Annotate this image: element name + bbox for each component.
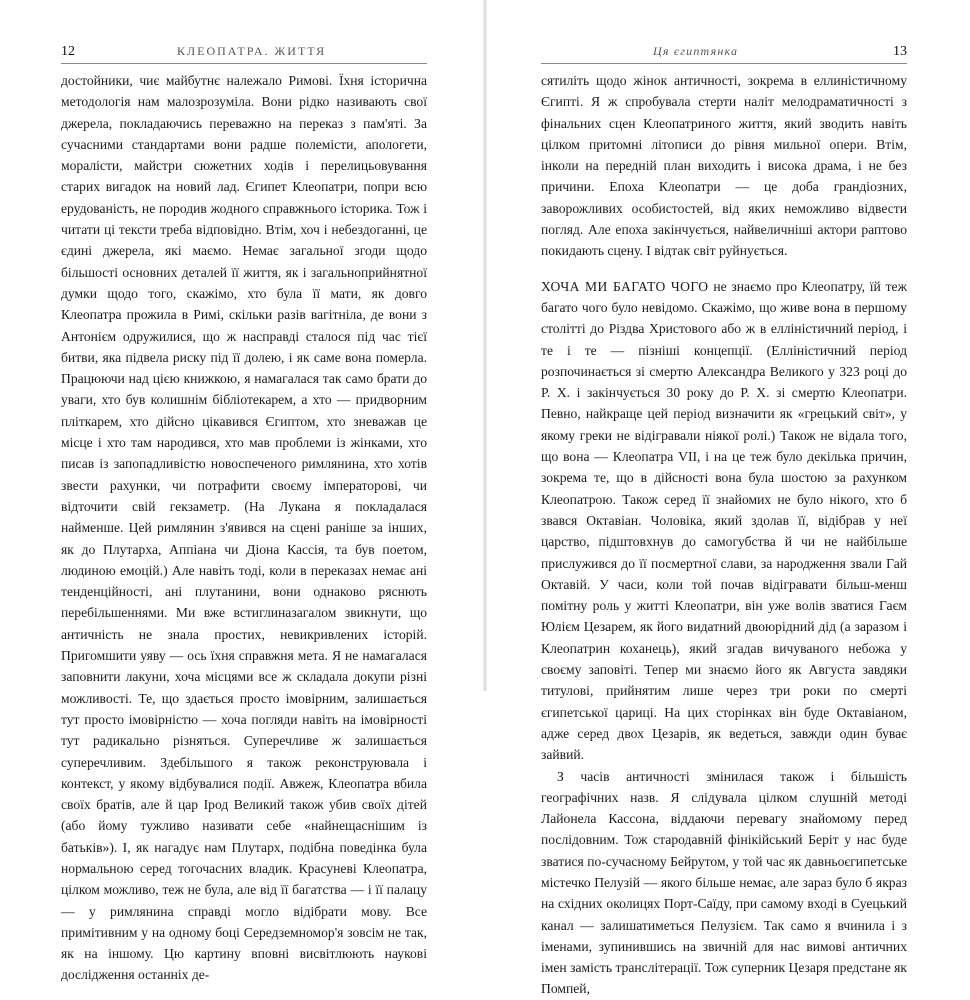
body-text (541, 70, 907, 1000)
header-rule (541, 63, 907, 64)
paragraph: сятиліть щодо жінок античності, зокрема в еллиністичному Єгипті. Я ж спробувала стерти наліт мелодраматичності з фінальних сцен Клеопатриного життя, який зводить навіть цілком притомні літописи до рівня мильної опери. Втім, інколи на передній план виходить і висока драма, і не без причини. Епоха Клеопатри — це доба грандіозних, заворожливих особистостей, від яких неможливо відвести погляд. Але епоха закінчується, найвеличніші актори раптово покидають сцену. І відтак світ руйнується. (541, 73, 907, 259)
lead-in-caps: ХОЧА МИ БАГАТО ЧОГО (541, 278, 709, 294)
page-number: 12 (61, 44, 75, 59)
header-rule (61, 63, 427, 64)
left-page-header (61, 44, 427, 60)
right-page (485, 0, 970, 997)
left-page (0, 0, 485, 983)
right-page-header (541, 44, 907, 60)
page-number: 13 (893, 44, 907, 59)
running-head: КЛЕОПАТРА. ЖИТТЯ (177, 44, 327, 58)
paragraph: З часів античності змінилася також і більшість географічних назв. Я слідувала цілком слушній методі Лайонела Кассона, віддаючи перевагу знайомому перед послідовним. Тож стародавній фінікійський Берiт у нас буде зватися по-сучасному Бейрутом, у той час як давньоєгипетське містечко Пелузій — якого більше немає, але зараз було б якраз на східних околицях Порт-Саїду, при самому вході в Суецький канал — залишатиметься Пелузієм. Так само я вчинила і з іменами, зупинившись на звичній для нас вимові античних імен замість транслітерації. Тож суперник Цезаря предстане як Помпей, (541, 768, 907, 997)
lead-in-rest: не знаємо про Клеопатру, їй теж багато (541, 278, 907, 315)
paragraph: достойники, чиє майбутнє належало Римові. Їхня історична методологія нам малозрозуміла. Вони рідко називають свої джерела, покладаючись переважно на переказ з пам'яті. За сучасними стандартами вони радше полемісти, апологети, моралісти, майстри сюжетних ходів і перелицьовування старих вигадок на новий лад. Єгипет Клеопатри, попри всю ерудованість, не породив жодного справжнього історика. Тож і читати ці тексти треба відповідно. Втім, хоч і небездоганні, це єдині джерела, які маємо. Немає загальної згоди щодо більшості основних деталей її життя, як і загальноприйнятної думки щодо того, скажімо, хто була її мати, як довго Клеопатра прожила в Римі, скільки разів вагітніла, де вони з Антонієм одружилися, що ж насправді сталося під час тієї битви, яка підвела риску під її долею, і як саме вона померла. Працюючи над цією книжкою, я намагалася так само брати до уваги, хто був колишнім бібліотекарем, а хто — придворним пліткарем, хто дійсно цікавився Єгиптом, хто зневажав це місце і хто там народився, хто мав проблеми із жінками, хто писав із запопадливістю новоспеченого римлянина, хто хотів звести рахунки, чи потрафити своєму імператорові, чи відточити свій гекзаметр. (На Лукана я покладалася найменше. Цей римлянин з'явився на сцені раніше за інших, як до Плутарха, Аппіана чи Діона Кассія, та був поетом, людиною емоцій.) Але навіть тоді, коли в переказах немає ані тенденційності, ані плутанини, вони однаково ряснють перебільшеннями. Ми вже встиглиназагалом звикнути, що античність не знала простих, невикривлених історій. Пригомшити уяву — ось їхня справжня мета. Я не намагалася заповнити лакуни, хоча місцями все ж складала докупи різні можливості. Те, що здається просто імовірним, залишається тут просто імовірністю — хоча погляди навіть на імовірності тут радикально різняться. Суперечливе ж залишається суперечливим. Здебільшого я також реконструювала і контекст, у якому відбувалися події. Авжеж, Клеопатра вбила своїх братів, але й цар Ірод Великий також убив своїх дітей (або йому тужливо називати себе «найнещаснішим із батьків»). І, як нагадує нам Плутарх, подібна поведінка була нормальною серед тогочасних владик. Красуневі Клеопатра, цілком можливо, теж не була, але від її багатства — і її палацу — у римлянина справді могло відібрати мову. Все примітивним у на одному боці Середземномор'я зовсім не так, як на іншому. Цю картину вповні висвітлюють наукові дослідження останніх де- (61, 73, 427, 983)
body-text (61, 70, 427, 986)
running-head: Ця єгиптянка (653, 44, 739, 58)
paragraph-lead (541, 276, 907, 766)
paragraph-continuation: чого було невідомо. Скажімо, що живе вона в першому столітті до Різдва Христового або ж в елліністичний період, і те і те — пізніші концепції. (Елліністичний період розпочинається зі смертю Александра Великого у 323 році до Р. Х. і закінчується 30 року до Р. Х. зі смертю Клеопатри. Певно, найкраще цей період визначити як «грецький світ», у якому греки не відігравали ніякої ролі.) Також не відала того, що вона — Клеопатра VII, і на це теж було декілька причин, зокрема те, що в дійсності вона була шостою за рахунком Клеопатрою. Також серед її знайомих не було нікого, хто б звався Октавіан. Чоловіка, який здолав її, відібрав у неї царство, підштовхнув до самогубства й чи не найбільше прислужився до її посмертної слави, за народження звали Гай Октавій. У часи, коли той почав відігравати більш-менш помітну роль у житті Клеопатри, він уже волів зватися Гаєм Юлієм Цезарем, як його видатний двоюрідний дід (а заразом і Клеопатрин коханець), який згадав вичуваного небожа у своєму заповіті. Тепер ми знаємо його як Августа завдяки титулові, прийнятим лише через три роки по смерті єгипетської цариці. На цих сторінках він буде Октавіаном, адже серед двох Цезарів, як ведеться, завжди один буває зайвий. (541, 299, 907, 763)
